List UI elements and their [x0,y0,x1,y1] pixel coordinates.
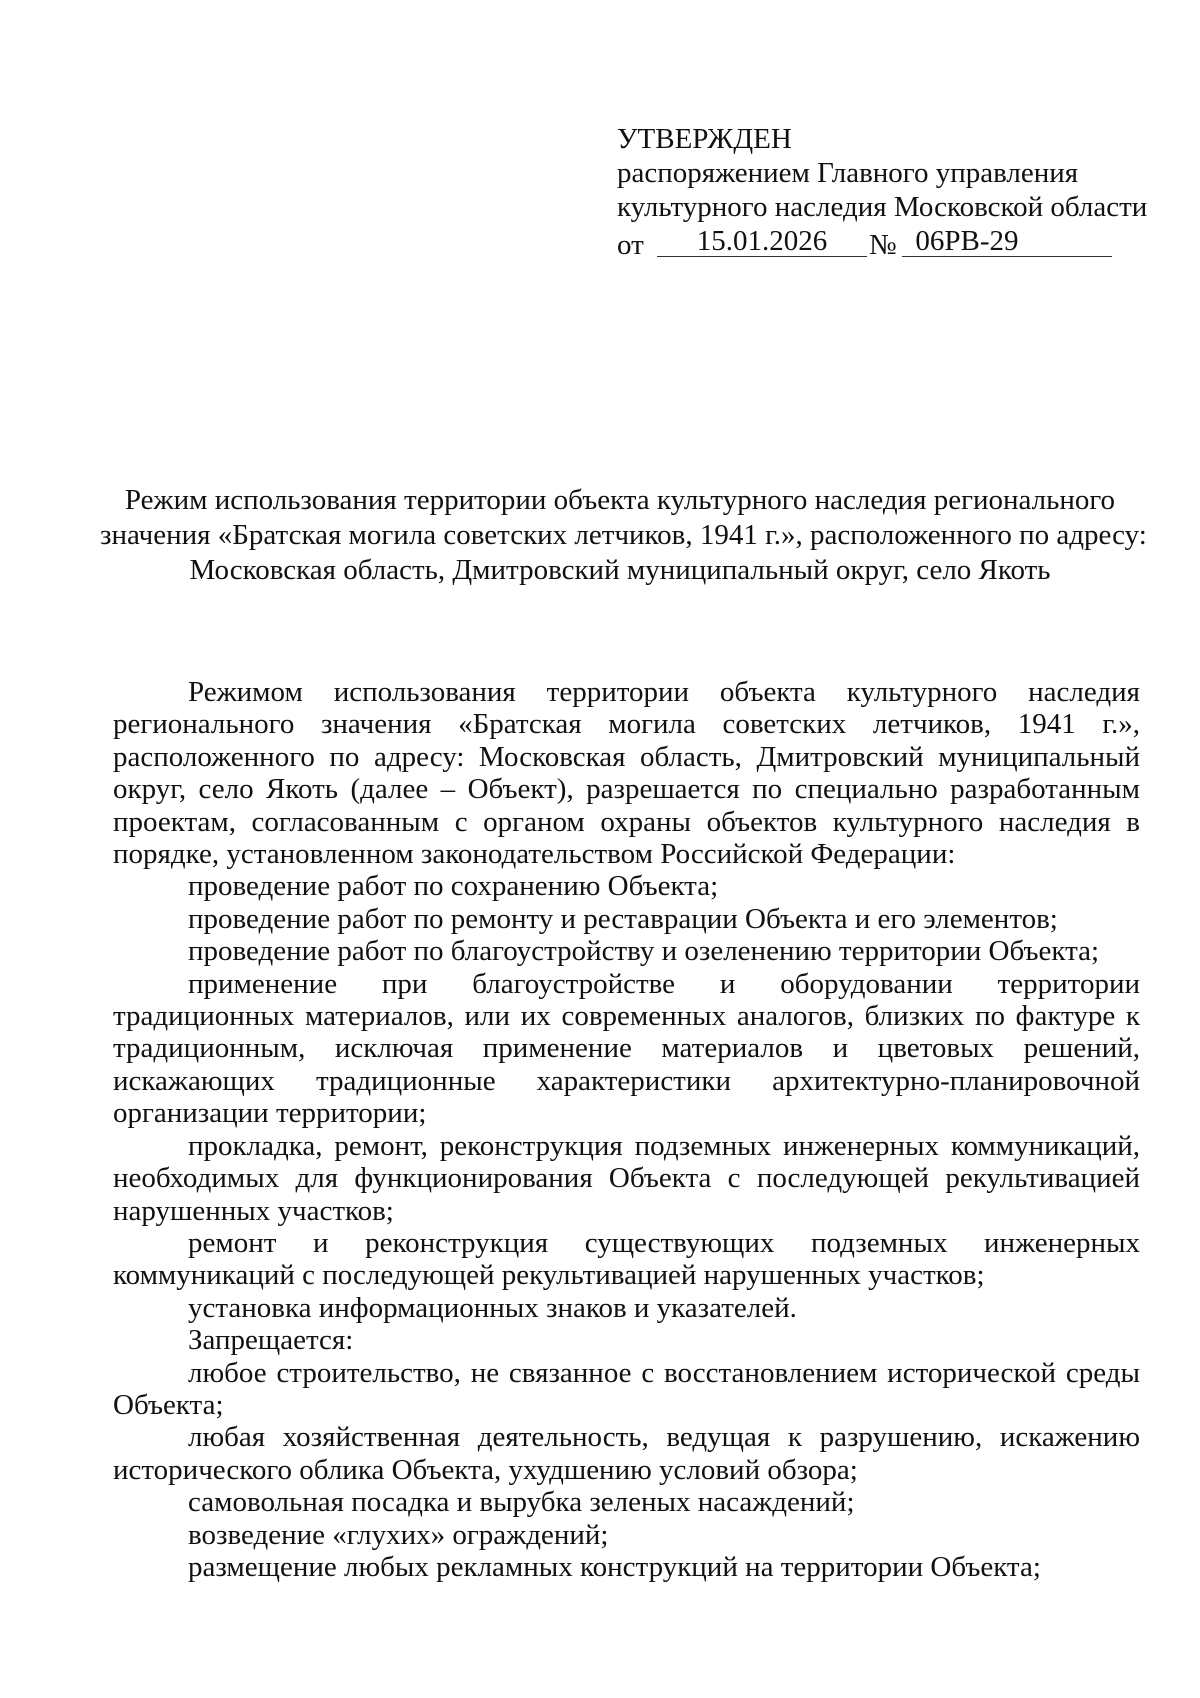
date-underline [657,256,867,257]
approval-authority-line1: распоряжением Главного управления [617,157,1079,189]
approval-authority-line2: культурного наследия Московской области [617,191,1148,223]
paragraph-item: проведение работ по благоустройству и озеленению территории Объекта; [188,935,1100,968]
paragraph-item: применение при благоустройстве и оборудовании территории традиционных материалов, или их современных аналогов, близких по фактуре к традиционным, исключая применение материалов и цветовых решений, искажающих традиционные характеристики архитектурно-планировочной организации территории; [113,967,1140,1130]
paragraph-item: ремонт и реконструкция существующих подземных инженерных коммуникаций с последующей рекультивацией нарушенных участков; [113,1226,1140,1292]
from-label: от [617,229,644,261]
document-title [100,483,1147,588]
approval-date: 15.01.2026 [696,225,828,257]
paragraph-item: проведение работ по сохранению Объекта; [188,870,719,903]
number-underline [902,256,1112,257]
paragraph-item: проведение работ по ремонту и реставрации Объекта и его элементов; [188,902,1058,935]
approval-heading: УТВЕРЖДЕН [617,123,792,155]
paragraph-item: возведение «глухих» ограждений; [188,1518,609,1551]
paragraph-prohibited-heading: Запрещается: [188,1324,354,1357]
paragraph-item: размещение любых рекламных конструкций на территории Объекта; [188,1550,1041,1583]
title-line: значения «Братская могила советских летчиков, 1941 г.», расположенного по адресу: [100,519,1147,551]
document-body [113,676,1140,1583]
paragraph-item: любое строительство, не связанное с восстановлением исторической среды Объекта; [113,1356,1140,1421]
paragraph-intro: Режимом использования территории объекта культурного наследия регионального значения «Братская могила советских летчиков, 1941 г.», расположенного по адресу: Московская область, Дмитровский муниципальный округ, село Якоть (далее – Объект), разрешается по специально разработанным проектам, согласованным с органом охраны объектов культурного наследия в порядке, установленном законодательством Российской Федерации: [113,676,1140,871]
paragraph-item: установка информационных знаков и указателей. [188,1291,797,1324]
approval-date-number-line [617,224,1137,264]
title-line: Режим использования территории объекта культурного наследия регионального [124,484,1116,516]
number-label: № [869,229,897,261]
paragraph-item: самовольная посадка и вырубка зеленых насаждений; [188,1486,855,1519]
paragraph-item: любая хозяйственная деятельность, ведущая к разрушению, искажению исторического облика Объекта, ухудшению условий обзора; [113,1421,1140,1486]
title-line: Московская область, Дмитровский муниципальный округ, село Якоть [189,554,1051,586]
paragraph-item: прокладка, ремонт, реконструкция подземных инженерных коммуникаций, необходимых для функционирования Объекта с последующей рекультивацией нарушенных участков; [113,1129,1140,1227]
approval-block [617,122,1148,264]
approval-number: 06РВ-29 [915,225,1019,257]
